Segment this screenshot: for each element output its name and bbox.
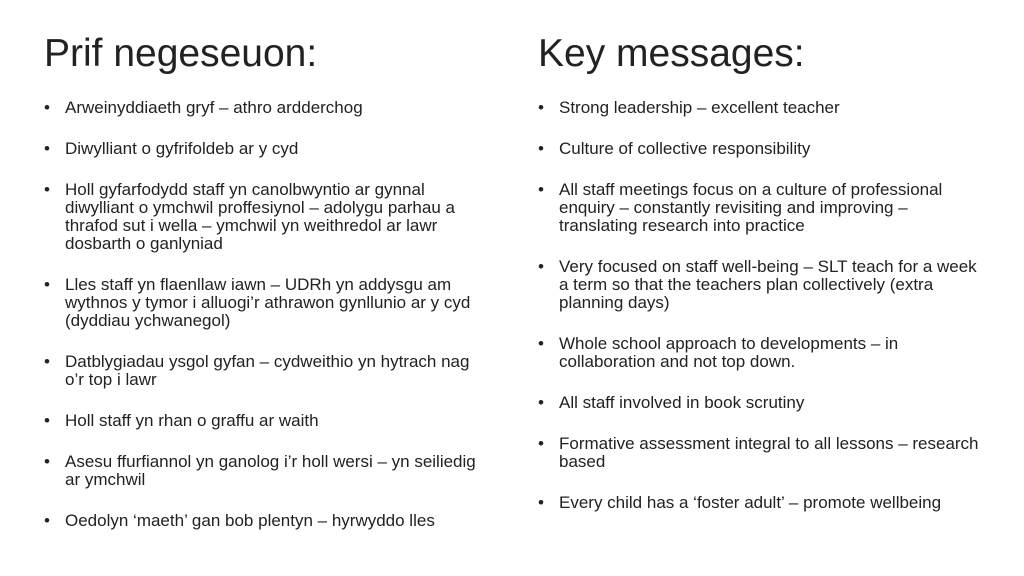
bullet-text: Oedolyn ‘maeth’ gan bob plentyn – hyrwyddo lles [65,511,435,530]
bullet-text: Every child has a ‘foster adult’ – promote wellbeing [559,493,942,512]
bullet-text: Lles staff yn flaenllaw iawn – UDRh yn addysgu am wythnos y tymor i alluogi’r athrawon gynllunio ar y cyd (dyddiau ychwanegol) [65,275,471,330]
bullet-icon: • [538,139,544,158]
bullet-text: Asesu ffurfiannol yn ganolog i’r holl wersi – yn seiliedig ar ymchwil [65,452,476,489]
bullet-icon: • [44,411,50,430]
bullet-text: All staff involved in book scrutiny [559,393,805,412]
bullet-text: Whole school approach to developments – in collaboration and not top down. [559,334,899,371]
welsh-bullet-item [44,99,490,117]
english-bullet-item [538,258,990,312]
welsh-bullet-item [44,453,490,489]
bullet-icon: • [44,98,50,117]
bullet-icon: • [538,493,544,512]
bullet-icon: • [538,180,544,199]
welsh-bullet-item [44,140,490,158]
welsh-bullet-item [44,181,490,253]
english-bullet-item [538,394,990,412]
bullet-text: Culture of collective responsibility [559,139,811,158]
bullet-icon: • [538,98,544,117]
bullet-text: Arweinyddiaeth gryf – athro ardderchog [65,98,363,117]
welsh-bullet-item [44,512,490,530]
english-bullet-item [538,140,990,158]
bullet-icon: • [538,257,544,276]
english-bullet-item [538,335,990,371]
english-bullet-list [538,99,990,535]
bullet-text: Holl staff yn rhan o graffu ar waith [65,411,319,430]
welsh-title: Prif negeseuon: [44,32,318,75]
welsh-bullet-item [44,276,490,330]
english-bullet-item [538,181,990,235]
bullet-text: Diwylliant o gyfrifoldeb ar y cyd [65,139,299,158]
bullet-text: Datblygiadau ysgol gyfan – cydweithio yn hytrach nag o’r top i lawr [65,352,470,389]
english-bullet-item [538,99,990,117]
welsh-bullet-item [44,353,490,389]
bullet-icon: • [44,180,50,199]
bullet-text: All staff meetings focus on a culture of professional enquiry – constantly revisiting and improving – translating research into practice [559,180,943,235]
bullet-icon: • [44,352,50,371]
english-bullet-item [538,435,990,471]
bullet-text: Very focused on staff well-being – SLT teach for a week a term so that the teachers plan collectively (extra planning days) [559,257,977,312]
bullet-icon: • [538,434,544,453]
bullet-text: Holl gyfarfodydd staff yn canolbwyntio ar gynnal diwylliant o ymchwil proffesiynol – adolygu parhau a thrafod sut i wella – ymchwil yn weithredol ar lawr dosbarth o ganlyniad [65,180,455,253]
bullet-icon: • [44,139,50,158]
bullet-text: Strong leadership – excellent teacher [559,98,840,117]
welsh-bullet-list [44,99,490,553]
bullet-icon: • [538,334,544,353]
bullet-icon: • [44,511,50,530]
bullet-icon: • [44,452,50,471]
english-title: Key messages: [538,32,805,75]
bullet-text: Formative assessment integral to all lessons – research based [559,434,979,471]
english-bullet-item [538,494,990,512]
bullet-icon: • [538,393,544,412]
bullet-icon: • [44,275,50,294]
welsh-bullet-item [44,412,490,430]
